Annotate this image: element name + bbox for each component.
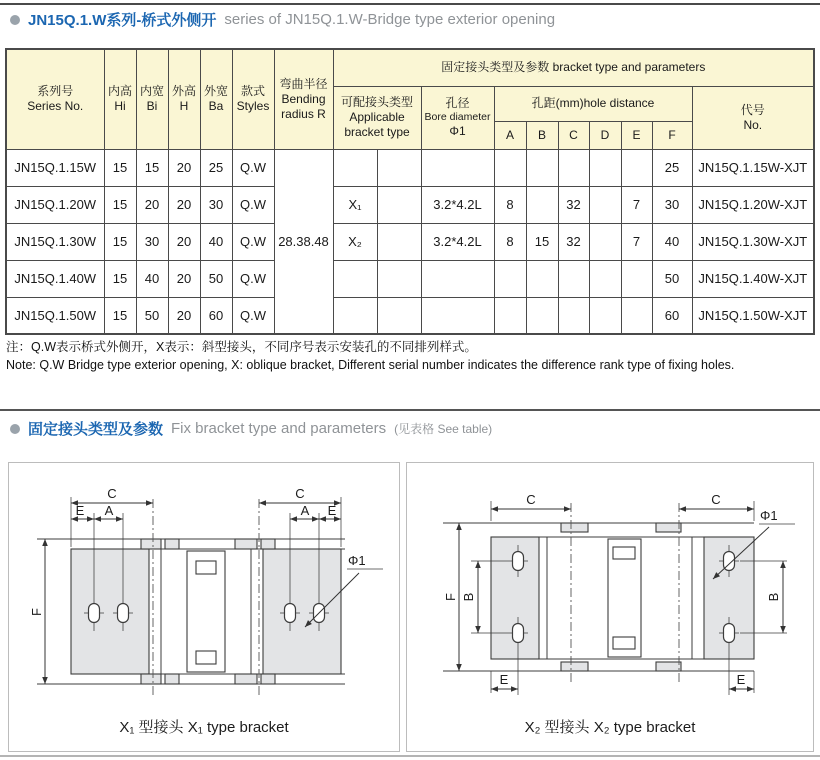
cell-hi: 15 xyxy=(104,149,136,186)
cell-bore: 3.2*4.2L xyxy=(421,223,494,260)
table-notes xyxy=(6,338,734,374)
section2-title-cn: 固定接头类型及参数 xyxy=(28,421,164,438)
cell-f: 40 xyxy=(652,223,692,260)
cell-b xyxy=(526,297,558,334)
cell-series: JN15Q.1.20W xyxy=(6,186,104,223)
cell-d xyxy=(589,297,621,334)
label-en: Bi xyxy=(146,99,158,114)
cell-c xyxy=(558,260,589,297)
col-header-d: D xyxy=(589,121,621,149)
x1-bracket-drawing xyxy=(9,463,399,751)
dim-label-c-left: C xyxy=(526,492,536,507)
cell-series: JN15Q.1.30W xyxy=(6,223,104,260)
cell-code: JN15Q.1.40W-XJT xyxy=(692,260,814,297)
cell-b xyxy=(526,149,558,186)
cell-e xyxy=(621,149,652,186)
dim-label-b-right: B xyxy=(766,592,781,602)
label-cn: 外宽 xyxy=(203,84,228,99)
cell-f: 60 xyxy=(652,297,692,334)
cell-d xyxy=(589,186,621,223)
dim-label-c-right: C xyxy=(295,486,305,501)
label-en: Bore diameter xyxy=(424,110,491,123)
dim-label-c-left: C xyxy=(107,486,117,501)
dim-label-f: F xyxy=(443,593,458,601)
dim-label-e-left: E xyxy=(499,672,509,687)
cell-e xyxy=(621,297,652,334)
dim-label-e-left: E xyxy=(75,503,85,518)
col-header-e: E xyxy=(621,121,652,149)
x1-outline xyxy=(37,539,345,684)
label-en: No. xyxy=(743,117,763,132)
cell-a: 8 xyxy=(494,223,526,260)
cell-d xyxy=(589,223,621,260)
cell-bracket2 xyxy=(377,260,421,297)
cell-e xyxy=(621,260,652,297)
cell-ba: 25 xyxy=(200,149,232,186)
cell-b xyxy=(526,186,558,223)
col-header-bending-radius xyxy=(274,49,333,149)
cell-h: 20 xyxy=(168,297,200,334)
cell-code: JN15Q.1.50W-XJT xyxy=(692,297,814,334)
col-header-code xyxy=(692,86,814,149)
col-header-a: A xyxy=(494,121,526,149)
table-row xyxy=(6,297,814,334)
cell-c: 32 xyxy=(558,186,589,223)
cell-bi: 30 xyxy=(136,223,168,260)
cell-bore xyxy=(421,260,494,297)
cell-a xyxy=(494,149,526,186)
cell-code: JN15Q.1.30W-XJT xyxy=(692,223,814,260)
cell-d xyxy=(589,149,621,186)
label-en: Bending radius R xyxy=(281,91,326,121)
label-cn: 外高 xyxy=(171,84,196,99)
cell-a xyxy=(494,260,526,297)
cell-bracket2 xyxy=(377,186,421,223)
cell-hi: 15 xyxy=(104,260,136,297)
dim-label-a-right: A xyxy=(300,503,310,518)
label-en: Styles xyxy=(236,99,270,114)
col-header-applicable-bracket xyxy=(333,86,421,149)
cell-code: JN15Q.1.15W-XJT xyxy=(692,149,814,186)
top-divider xyxy=(0,3,820,5)
cell-style: Q.W xyxy=(232,186,274,223)
note-line-en: Note: Q.W Bridge type exterior opening, X: oblique bracket, Different serial number indicates the difference rank type of fixing holes. xyxy=(6,358,735,372)
cell-ba: 60 xyxy=(200,297,232,334)
cell-code: JN15Q.1.20W-XJT xyxy=(692,186,814,223)
bottom-divider xyxy=(0,755,820,757)
cell-a xyxy=(494,297,526,334)
note-line-cn: 注：Q.W表示桥式外侧开，X表示：斜型接头，不同序号表示安装孔的不同排列样式。 xyxy=(6,340,477,354)
col-header-styles xyxy=(232,49,274,149)
dim-label-phi1: Φ1 xyxy=(348,553,366,568)
cell-style: Q.W xyxy=(232,260,274,297)
cell-bore xyxy=(421,149,494,186)
table-row xyxy=(6,186,814,223)
label-en: bracket type and parameters xyxy=(552,60,706,75)
bullet-icon xyxy=(10,424,20,434)
cell-bi: 20 xyxy=(136,186,168,223)
cell-f: 25 xyxy=(652,149,692,186)
section1-title-cn: JN15Q.1.W系列-桥式外侧开 xyxy=(28,12,217,29)
cell-e: 7 xyxy=(621,186,652,223)
diagram-caption-x2: X₂ 型接头 X₂ type bracket xyxy=(524,719,696,736)
col-header-f: F xyxy=(652,121,692,149)
group-header-hole-distance xyxy=(494,86,692,121)
label-en: Series No. xyxy=(27,99,84,114)
table-row xyxy=(6,223,814,260)
x1-right-plate xyxy=(263,549,341,674)
cell-bracket2 xyxy=(377,223,421,260)
cell-bore: 3.2*4.2L xyxy=(421,186,494,223)
label-cn: 系列号 xyxy=(37,84,74,99)
label-cn: 款式 xyxy=(240,84,265,99)
cell-bracket1 xyxy=(333,260,377,297)
spec-table xyxy=(5,48,815,335)
cell-bracket1 xyxy=(333,297,377,334)
cell-b xyxy=(526,260,558,297)
cell-bracket1 xyxy=(333,149,377,186)
cell-c xyxy=(558,149,589,186)
section1-title-en: series of JN15Q.1.W-Bridge type exterior opening xyxy=(224,11,556,28)
col-header-b: B xyxy=(526,121,558,149)
cell-c: 32 xyxy=(558,223,589,260)
cell-bending-radius: 28.38.48 xyxy=(274,149,333,334)
label-en: Applicable bracket type xyxy=(344,110,410,139)
diagram-caption-x1: X₁ 型接头 X₁ type bracket xyxy=(119,719,289,736)
cell-a: 8 xyxy=(494,186,526,223)
x2-bracket-drawing xyxy=(407,463,813,751)
label-holes: 孔距(mm)hole distance xyxy=(531,96,655,110)
cell-bi: 50 xyxy=(136,297,168,334)
section2-header xyxy=(10,418,492,439)
cell-bracket2 xyxy=(377,149,421,186)
cell-h: 20 xyxy=(168,149,200,186)
label-en: Hi xyxy=(114,99,126,114)
label-cn: 弯曲半径 xyxy=(279,76,328,91)
cell-bi: 40 xyxy=(136,260,168,297)
cell-bracket1: X₂ xyxy=(333,223,377,260)
dim-label-phi1: Φ1 xyxy=(760,508,778,523)
label-cn: 代号 xyxy=(740,102,765,117)
dim-label-e-right: E xyxy=(736,672,746,687)
cell-hi: 15 xyxy=(104,297,136,334)
cell-h: 20 xyxy=(168,186,200,223)
cell-ba: 30 xyxy=(200,186,232,223)
dim-label-e-right: E xyxy=(327,503,337,518)
label-symbol: Φ1 xyxy=(449,124,466,139)
cell-hi: 15 xyxy=(104,223,136,260)
cell-e: 7 xyxy=(621,223,652,260)
cell-ba: 50 xyxy=(200,260,232,297)
cell-ba: 40 xyxy=(200,223,232,260)
section-divider xyxy=(0,409,820,411)
cell-series: JN15Q.1.40W xyxy=(6,260,104,297)
label-cn: 可配接头类型 xyxy=(340,95,413,109)
cell-b: 15 xyxy=(526,223,558,260)
label-cn: 内高 xyxy=(107,84,132,99)
col-header-bore-diameter xyxy=(421,86,494,149)
cell-bracket2 xyxy=(377,297,421,334)
cell-style: Q.W xyxy=(232,297,274,334)
cell-d xyxy=(589,260,621,297)
cell-bore xyxy=(421,297,494,334)
col-header-hi xyxy=(104,49,136,149)
section2-title-en: Fix bracket type and parameters xyxy=(171,420,387,437)
cell-bracket1: X₁ xyxy=(333,186,377,223)
label-cn: 固定接头类型及参数 xyxy=(441,60,550,75)
section2-hint: (见表格 See table) xyxy=(394,422,493,436)
cell-f: 50 xyxy=(652,260,692,297)
cell-series: JN15Q.1.50W xyxy=(6,297,104,334)
col-header-series xyxy=(6,49,104,149)
col-header-h xyxy=(168,49,200,149)
cell-series: JN15Q.1.15W xyxy=(6,149,104,186)
bullet-icon xyxy=(10,15,20,25)
label-en: H xyxy=(179,99,189,114)
table-row xyxy=(6,149,814,186)
dim-label-b-left: B xyxy=(461,592,476,602)
cell-h: 20 xyxy=(168,260,200,297)
header-row-1 xyxy=(6,49,814,86)
dim-label-f: F xyxy=(29,608,44,616)
diagram-box-x1 xyxy=(8,462,400,752)
cell-bi: 15 xyxy=(136,149,168,186)
col-header-c: C xyxy=(558,121,589,149)
cell-c xyxy=(558,297,589,334)
diagram-box-x2 xyxy=(406,462,814,752)
dim-label-a-left: A xyxy=(104,503,114,518)
col-header-bi xyxy=(136,49,168,149)
cell-hi: 15 xyxy=(104,186,136,223)
cell-h: 20 xyxy=(168,223,200,260)
label-cn: 孔径 xyxy=(445,95,470,110)
section1-header xyxy=(10,9,555,30)
col-header-ba xyxy=(200,49,232,149)
x2-outline xyxy=(443,523,754,671)
cell-style: Q.W xyxy=(232,223,274,260)
label-en: Ba xyxy=(208,99,224,114)
dim-label-c-right: C xyxy=(711,492,721,507)
table-row xyxy=(6,260,814,297)
cell-f: 30 xyxy=(652,186,692,223)
group-header-bracket-parameters xyxy=(333,49,814,86)
cell-style: Q.W xyxy=(232,149,274,186)
label-cn: 内宽 xyxy=(139,84,164,99)
x1-left-plate xyxy=(71,549,149,674)
